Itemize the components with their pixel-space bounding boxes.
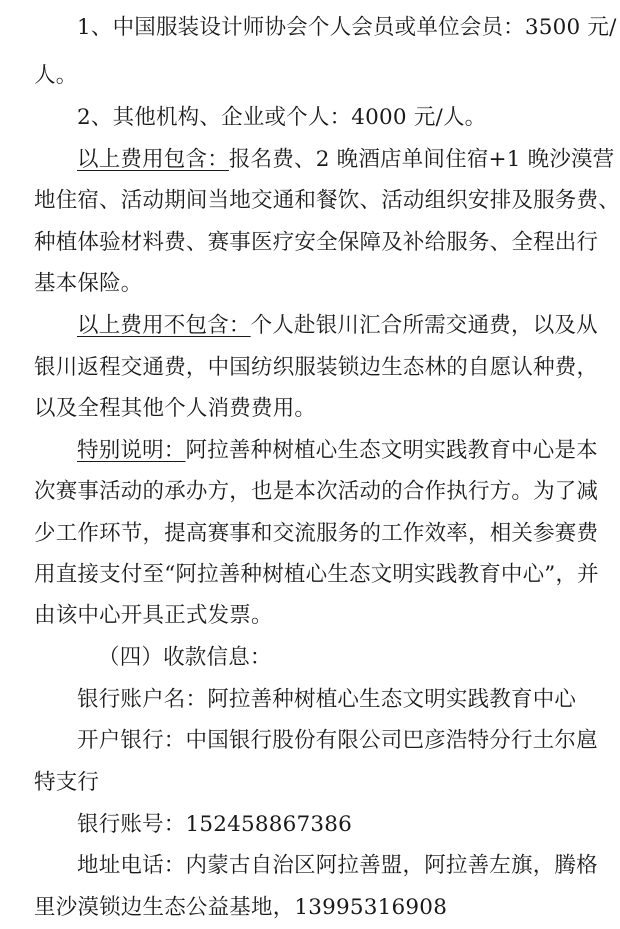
bank-account-number: 银行账号：152458867386 [77, 812, 353, 837]
fee-excluded-line-1 [77, 311, 598, 341]
fee-included-line-3: 种植体验材料费、赛事医疗安全保障及补给服务、全程出行 [34, 230, 599, 255]
bank-account-name: 银行账户名：阿拉善种树植心生态文明实践教育中心 [77, 687, 577, 712]
fee-included-label: 以上费用包含： [77, 147, 229, 172]
section-4-heading: （四）收款信息： [98, 645, 272, 670]
fee-excluded-text: 个人赴银川汇合所需交通费，以及从 [250, 313, 598, 338]
fee-included-line-2: 地住宿、活动期间当地交通和餐饮、活动组织安排及服务费、 [34, 188, 620, 213]
fee-excluded-line-2: 银川返程交通费，中国纺织服装锁边生态林的自愿认种费， [34, 355, 599, 380]
bank-name-line-2: 特支行 [34, 770, 100, 795]
special-note-line-4: 用直接支付至“阿拉善种树植心生态文明实践教育中心”，并 [34, 562, 599, 587]
fee-item-1-line-2: 人。 [34, 63, 78, 88]
fee-included-line-4: 基本保险。 [34, 271, 143, 296]
fee-item-1-line-1: 1、中国服装设计师协会个人会员或单位会员：3500 元/ [77, 15, 617, 40]
fee-included-text: 报名费、2 晚酒店单间住宿+1 晚沙漠营 [228, 147, 615, 172]
special-note-line-5: 由该中心开具正式发票。 [34, 603, 273, 628]
special-note-line-3: 少工作环节，提高赛事和交流服务的工作效率，相关参赛费 [34, 521, 599, 546]
special-note-line-1 [77, 436, 598, 466]
special-note-line-2: 次赛事活动的承办方，也是本次活动的合作执行方。为了减 [34, 479, 599, 504]
fee-excluded-label: 以上费用不包含： [77, 313, 251, 338]
address-phone-line-1: 地址电话：内蒙古自治区阿拉善盟，阿拉善左旗，腾格 [77, 853, 598, 878]
fee-item-2: 2、其他机构、企业或个人：4000 元/人。 [77, 105, 487, 130]
fee-included-line-1 [77, 145, 615, 175]
special-note-text: 阿拉善种树植心生态文明实践教育中心是本 [185, 438, 598, 463]
special-note-label: 特别说明： [77, 438, 186, 463]
bank-name-line-1: 开户银行：中国银行股份有限公司巴彦浩特分行土尔扈 [77, 728, 598, 753]
fee-excluded-line-3: 以及全程其他个人消费费用。 [34, 396, 317, 421]
address-phone-line-2: 里沙漠锁边生态公益基地，13995316908 [34, 895, 448, 920]
